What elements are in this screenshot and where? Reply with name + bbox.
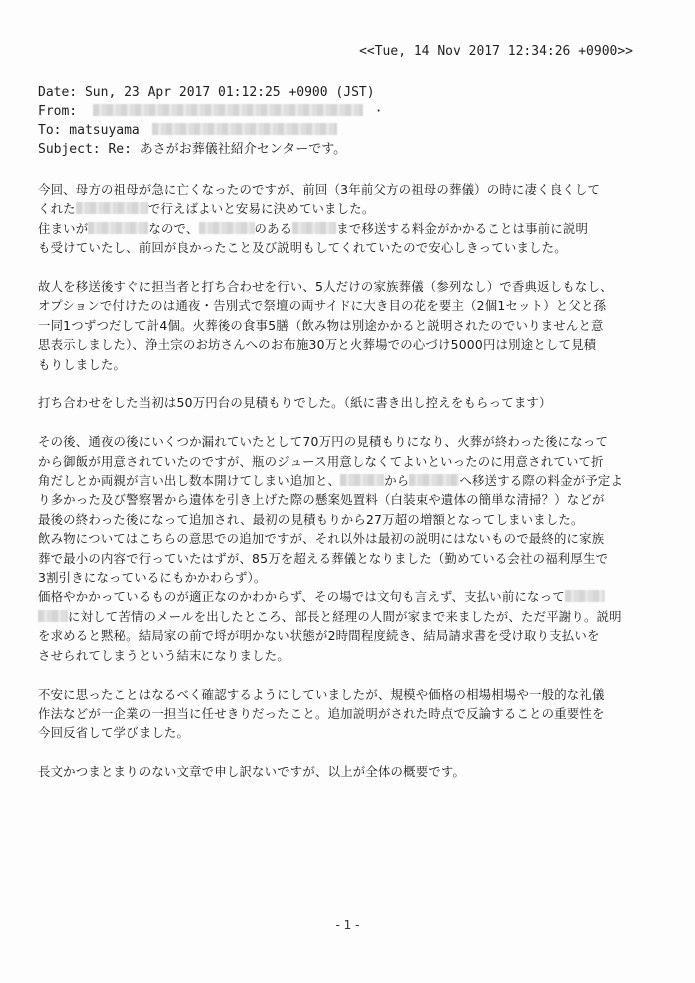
text-line (38, 393, 658, 412)
text-segment: 不安に思ったことはなるべく確認するようにしていましたが、規模や価格の相場相場や一般的な礼儀 (38, 686, 605, 702)
text-segment: 葬で最小の内容で行っていたはずが、85万を超える葬儀となりました（勤めている会社の福利厚生で (38, 550, 609, 566)
text-line (38, 180, 658, 199)
text-line (38, 762, 658, 781)
text-line (38, 452, 658, 471)
text-line (38, 646, 658, 665)
text-segment: 一同1つずつだして計4個。火葬後の食事5膳（飲み物は別途かかると説明されたのでいりませんと意 (38, 317, 604, 333)
text-line (38, 723, 658, 742)
text-segment: で行えばよいと安易に決めていました。 (147, 201, 375, 217)
text-segment: もりしました。 (38, 356, 127, 372)
text-segment: なので、 (148, 220, 199, 236)
email-headers (38, 83, 383, 159)
text-segment: 最後の終わった後になって追加され、最初の見積もりから27万超の増額となってしまいました。 (38, 511, 584, 527)
text-segment: 今回、母方の祖母が急に亡くなったのですが、前回（3年前父方の祖母の葬儀）の時に凄く良くして (38, 182, 601, 197)
text-segment: に対して苦情のメールを出したところ、部長と経理の人間が家まで来ましたが、ただ平謝り。説明 (68, 608, 622, 624)
redaction-block (409, 474, 459, 486)
text-line (38, 238, 658, 257)
email-from: From: · (38, 104, 383, 119)
text-line (38, 199, 658, 218)
paragraph (38, 393, 658, 412)
text-segment: 飲み物についてはこちらの意思での追加ですが、それ以外は最初の説明にはないもので最終的に家族 (38, 531, 605, 547)
print-timestamp: <<Tue, 14 Nov 2017 12:34:26 +0900>> (359, 44, 633, 59)
text-segment: 故人を移送後すぐに担当者と打ち合わせを行い、5人だけの家族葬儀（参列なし）で香典返しもなし、 (38, 279, 613, 295)
email-to (38, 121, 383, 140)
redaction-block (38, 610, 68, 622)
text-segment: 価格やかかっているものが適正なのかわからず、その場では文句も言えず、支払い前になって (38, 589, 565, 605)
text-line (38, 704, 658, 723)
text-line (38, 335, 658, 354)
text-line (38, 471, 658, 490)
text-line (38, 219, 658, 238)
redaction-block (76, 202, 148, 214)
to-label: To: matsuyama (38, 123, 140, 138)
text-line (38, 296, 658, 315)
text-segment: り多かった及び警察署から遺体を引き上げた際の懸案処置料（白装束や遺体の簡単な清掃？）などが (38, 492, 605, 508)
redaction-block (292, 222, 336, 234)
text-segment: から御飯が用意されていたのですが、瓶のジュース用意しなくてよいといったのに用意されていて折 (38, 453, 604, 469)
paragraph (38, 180, 658, 258)
redacted-recipient (152, 123, 337, 135)
text-segment: 3割引きになっているにもかかわらず）。 (38, 570, 267, 586)
text-segment: を求めると黙秘。結局家の前で埒が明かない状態が2時間程度続き、結局請求書を受け取り支払いを (38, 628, 600, 644)
text-line (38, 685, 658, 704)
text-line (38, 568, 658, 587)
text-line (38, 607, 658, 626)
text-segment: へ移送する際の料金が予定よ (459, 473, 624, 489)
text-segment: 作法などが一企業の一担当に任せきりだったこと。追加説明がされた時点で反論することの重要性を (38, 705, 605, 721)
from-label: From: (38, 104, 78, 119)
text-segment: 角だしとか両親が言い出し数本開けてしまい追加と、 (38, 473, 341, 489)
text-line (38, 529, 658, 548)
text-segment: させられてしまうという結末になりました。 (38, 647, 290, 663)
email-date: Date: Sun, 23 Apr 2017 01:12:25 +0900 (JST) (38, 85, 375, 100)
text-line (38, 490, 658, 509)
text-line (38, 355, 658, 374)
text-segment: まで移送する料金がかかることは事前に説明 (336, 220, 589, 236)
letter-body (38, 180, 658, 801)
page-number: - 1 - (335, 918, 360, 932)
text-segment: から (384, 473, 410, 489)
text-line (38, 316, 658, 335)
paragraph (38, 685, 658, 743)
text-segment: 住まいが (38, 220, 89, 236)
text-segment: その後、通夜の後にいくつか漏れていたとして70万円の見積もりになり、火葬が終わった後になって (38, 434, 609, 450)
text-line (38, 277, 658, 296)
text-line (38, 626, 658, 645)
text-segment: くれた (38, 201, 76, 217)
redaction-block (565, 590, 605, 602)
redaction-block (88, 222, 148, 234)
text-line (38, 432, 658, 451)
text-segment: 打ち合わせをした当初は50万円台の見積もりでした。（紙に書き出し控えをもらってます） (38, 395, 552, 411)
email-subject: Subject: Re: あさがお葬儀社紹介センターです。 (38, 142, 347, 157)
redacted-sender (93, 104, 363, 116)
text-segment: オプションで付けたのは通夜・告別式で祭壇の両サイドに大き目の花を要主（2個1セット）と父と孫 (38, 298, 607, 314)
text-segment: 今回反省して学びました。 (38, 725, 190, 741)
text-line (38, 587, 658, 606)
paragraph (38, 762, 658, 781)
text-segment: 長文かつまとまりのない文章で申し訳ないですが、以上が全体の概要です。 (38, 764, 466, 780)
text-segment: 思表示しました）、浄土宗のお坊さんへのお布施30万と火葬場での心づけ5000円は別途として見積 (38, 337, 597, 353)
paragraph (38, 432, 658, 665)
text-line (38, 510, 658, 529)
redaction-block (199, 222, 255, 234)
text-segment: のある (254, 220, 293, 236)
paragraph (38, 277, 658, 374)
text-line (38, 549, 658, 568)
text-segment: も受けていたし、前回が良かったこと及び説明もしてくれていたので安心しきっていました。 (38, 240, 567, 256)
redaction-block (340, 474, 384, 486)
